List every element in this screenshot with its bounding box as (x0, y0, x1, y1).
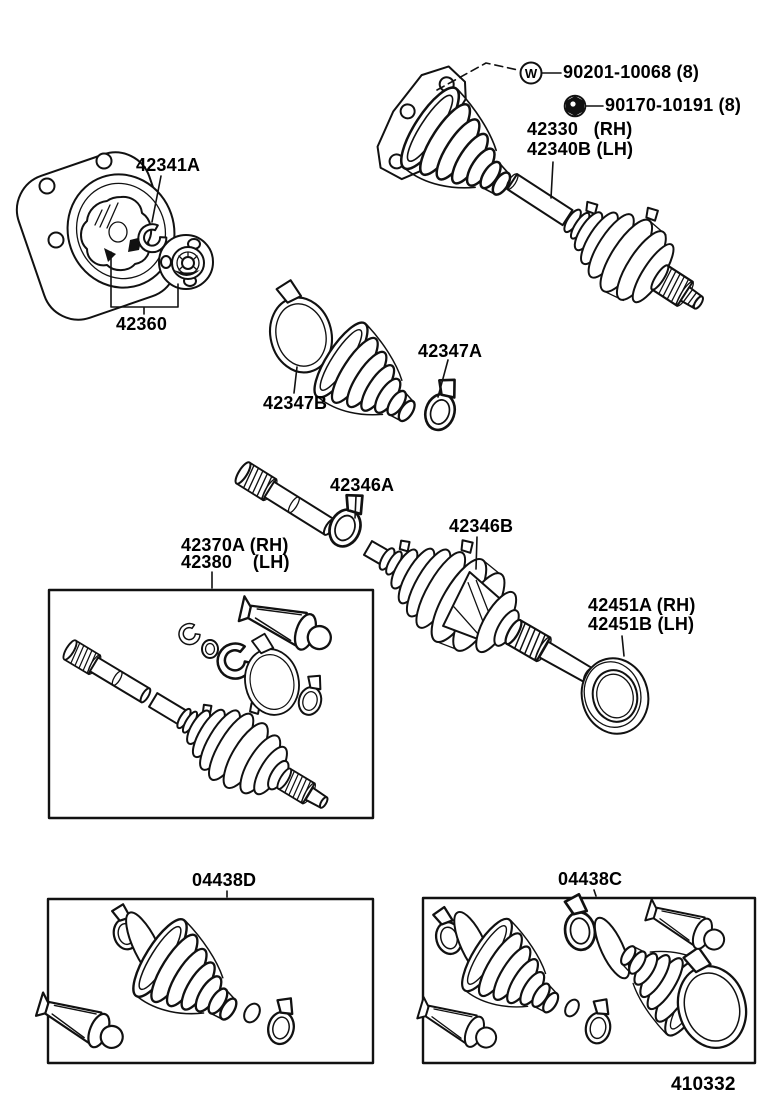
callout-axle-shaft-lh: 42340B (LH) (527, 139, 634, 159)
callout-washer-bolt: 90201-10068 (8) (563, 62, 700, 82)
lock-nut-icon (565, 96, 586, 117)
callout-boot-clamp-42347b: 42347B (263, 393, 328, 413)
kit-c-large-clamp (663, 939, 755, 1056)
boot-clamp-42347a (421, 374, 465, 434)
callout-inboard-joint-assy: 42360 (116, 314, 168, 334)
callout-oil-seal-lh: 42451B (LH) (588, 614, 695, 634)
kit-d-clamp-small-2 (265, 995, 300, 1046)
inboard-joint-inner-hub (159, 235, 213, 289)
callout-boot-kit-inboard: 04438D (192, 870, 257, 890)
callout-snap-ring: 42341A (136, 155, 201, 175)
figure-code: 410332 (671, 1074, 736, 1095)
outboard-joint-kit-contents (47, 593, 352, 836)
callout-boot-clamp-42347a: 42347A (418, 341, 483, 361)
outboard-boot-kit-box-contents (413, 893, 756, 1056)
boot-clamp-42346a (324, 489, 372, 551)
outboard-joint-kit-box (49, 590, 373, 818)
kit-c-grease-tube-bottom (413, 994, 502, 1055)
washer-symbol (521, 63, 542, 84)
kit-small-clamp (296, 672, 328, 717)
callout-axle-shaft-rh: 42330 (RH) (527, 119, 633, 139)
callout-outboard-joint-lh: 42380 (LH) (181, 552, 290, 572)
kit-c-clamp-2 (583, 997, 615, 1046)
kit-grease-tube (234, 593, 336, 657)
kit-c-clamp-3 (560, 893, 597, 952)
inboard-boot-kit-box-contents (31, 902, 300, 1056)
callout-boot-clamp-42346b: 42346B (449, 516, 514, 536)
kit-d-grease-tube (31, 989, 129, 1056)
washer-symbol-letter: W (524, 66, 538, 81)
kit-snap-ring-small (177, 622, 201, 646)
callout-outboard-joint-rh: 42370A (RH) (181, 535, 289, 555)
kit-c-grease-tube-top (641, 896, 730, 957)
callout-oil-seal-rh: 42451A (RH) (588, 595, 696, 615)
callout-lock-nut: 90170-10191 (8) (605, 95, 742, 115)
callout-boot-clamp-42346a: 42346A (330, 475, 395, 495)
callout-boot-kit-outboard: 04438C (558, 869, 623, 889)
